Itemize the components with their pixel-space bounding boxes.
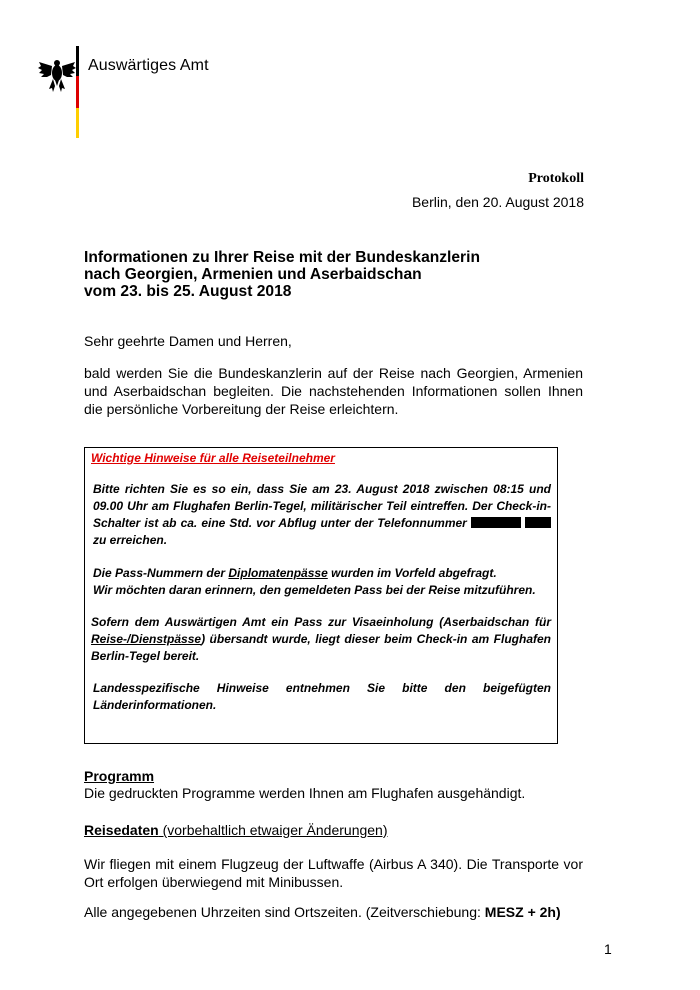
redaction-block	[471, 517, 521, 528]
flag-bar	[76, 46, 79, 138]
federal-eagle-icon	[37, 56, 77, 96]
title-line-1: Informationen zu Ihrer Reise mit der Bundeskanzlerin	[84, 249, 480, 266]
timezone-offset: MESZ + 2h)	[484, 904, 561, 920]
programm-text: Die gedruckten Programme werden Ihnen am Flughafen ausgehändigt.	[84, 785, 526, 801]
title-line-2: nach Georgien, Armenien und Aserbaidschan	[84, 266, 422, 283]
timezone-text: Alle angegebenen Uhrzeiten sind Ortszeiten. (Zeitverschiebung:	[84, 904, 485, 920]
visa-text-end: ) übersandt wurde, liegt dieser beim Check-in am Flughafen Berlin-Tegel bereit.	[91, 632, 551, 663]
page-number: 1	[604, 941, 612, 957]
department-label: Protokoll	[528, 171, 584, 186]
notice-paragraph-4: Landesspezifische Hinweise entnehmen Sie bitte den beigefügten Länderinformationen.	[93, 681, 551, 712]
visa-text: Sofern dem Auswärtigen Amt ein Pass zur Visaeinholung (Aserbaidschan für	[91, 615, 551, 629]
passport-text: Die Pass-Nummern der	[93, 566, 226, 580]
dienstpaesse-term: Reise-/Dienstpässe	[91, 632, 202, 646]
checkin-text-end: zu erreichen.	[93, 533, 168, 547]
diplomatenpaesse-term: Diplomatenpässe	[228, 566, 328, 580]
checkin-text: Bitte richten Sie es so ein, dass Sie am 23. August 2018 zwischen 08:15 und 09.00 Uhr am Flughafen Berlin-Tegel, militärischer Teil eintreffen. Der Check-in-Schalter ist ab ca. eine Std. vor Abflug unter der Telefonnummer	[93, 482, 551, 530]
salutation: Sehr geehrte Damen und Herren,	[84, 333, 292, 349]
reisedaten-title: Reisedaten	[84, 822, 159, 838]
passport-text-end: wurden im Vorfeld abgefragt.	[331, 566, 497, 580]
reisedaten-subtitle: (vorbehaltlich etwaiger Änderungen)	[158, 822, 388, 838]
document-title	[84, 249, 584, 300]
passport-reminder: Wir möchten daran erinnern, den gemeldeten Pass bei der Reise mitzuführen.	[93, 583, 536, 597]
flight-paragraph: Wir fliegen mit einem Flugzeug der Luftwaffe (Airbus A 340). Die Transporte vor Ort erfolgen überwiegend mit Minibussen.	[84, 856, 583, 890]
notice-heading: Wichtige Hinweise für alle Reiseteilnehmer	[91, 451, 335, 465]
timezone-note	[84, 904, 561, 920]
programm-heading: Programm	[84, 768, 155, 784]
date-line: Berlin, den 20. August 2018	[411, 194, 584, 210]
ministry-name: Auswärtiges Amt	[88, 57, 209, 74]
intro-paragraph: bald werden Sie die Bundeskanzlerin auf der Reise nach Georgien, Armenien und Aserbaidschan begleiten. Die nachstehenden Informationen sollen Ihnen die persönliche Vorbereitung der Reise erleichtern.	[84, 365, 583, 417]
notice-paragraph-1	[91, 481, 551, 549]
reisedaten-heading	[84, 822, 388, 838]
redaction-block	[525, 517, 551, 528]
notice-paragraph-2	[91, 565, 551, 599]
title-line-3: vom 23. bis 25. August 2018	[84, 283, 292, 300]
notice-box	[84, 447, 558, 744]
notice-paragraph-3	[91, 614, 551, 665]
